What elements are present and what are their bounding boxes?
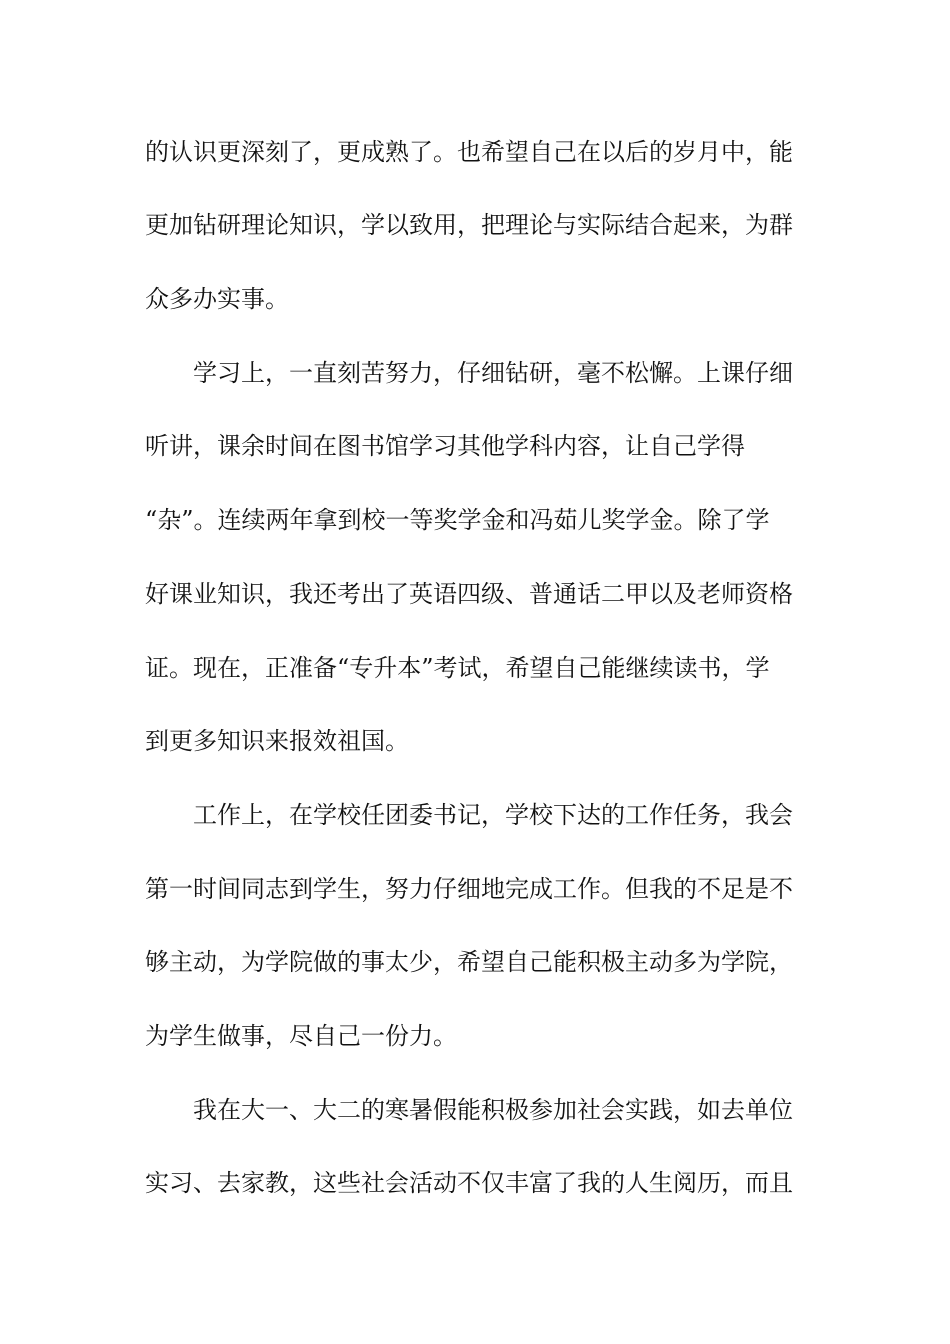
text-line: 第一时间同志到学生，努力仔细地完成工作。但我的不足是不: [145, 875, 793, 903]
text-line: 好课业知识，我还考出了英语四级、普通话二甲以及老师资格: [145, 580, 793, 608]
text-line: 听讲，课余时间在图书馆学习其他学科内容，让自己学得: [145, 432, 745, 460]
text-line: 的认识更深刻了，更成熟了。也希望自己在以后的岁月中，能: [145, 138, 793, 166]
text-line: 够主动，为学院做的事太少，希望自己能积极主动多为学院，: [145, 948, 793, 976]
text-line: 实习、去家教，这些社会活动不仅丰富了我的人生阅历，而且: [145, 1169, 793, 1197]
text-line: 到更多知识来报效祖国。: [145, 727, 409, 755]
text-line: 众多办实事。: [145, 285, 289, 313]
text-line: 为学生做事，尽自己一份力。: [145, 1022, 457, 1050]
text-line: “杂”。连续两年拿到校一等奖学金和冯茹儿奖学金。除了学: [145, 506, 770, 534]
text-line: 证。现在，正准备“专升本”考试，希望自己能继续读书，学: [145, 654, 770, 682]
text-line: 我在大一、大二的寒暑假能积极参加社会实践，如去单位: [193, 1096, 793, 1124]
text-line: 更加钻研理论知识，学以致用，把理论与实际结合起来，为群: [145, 211, 793, 239]
text-line: 工作上，在学校任团委书记，学校下达的工作任务，我会: [193, 801, 793, 829]
text-line: 学习上，一直刻苦努力，仔细钻研，毫不松懈。上课仔细: [193, 359, 793, 387]
